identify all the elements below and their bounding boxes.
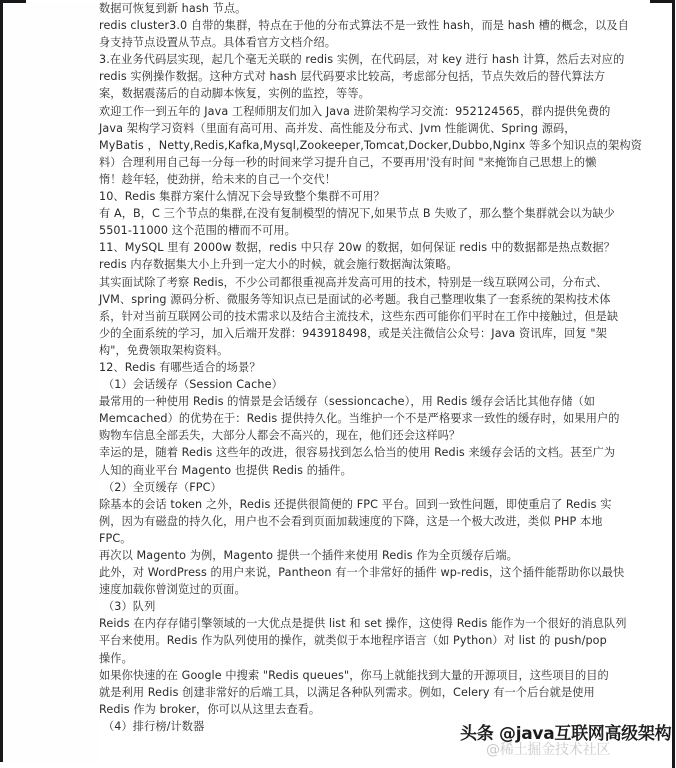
article-line: 操作。: [99, 651, 133, 665]
article-line: Redis 作为 broker，你可以从这里去查看。: [99, 702, 321, 716]
article-line: （2）全页缓存（FPC）: [103, 480, 222, 494]
article-line: 构"，免费领取架构资料。: [99, 343, 229, 357]
watermark-secondary-text: @稀土掘金技术社区: [486, 742, 611, 758]
article-line: 11、MySQL 里有 2000w 数据，redis 中只存 20w 的数据，如何保证 redis 中的数据都是热点数据？: [99, 241, 616, 255]
article-line: 案，数据震荡后的自动脚本恢复，实例的监控，等等。: [99, 87, 370, 101]
article-line: 其实面试除了考察 Redis，不少公司都很重视高并发高可用的技术，特别是一线互联网公司，分布式、: [99, 275, 608, 289]
article-body: [99, 0, 642, 768]
article-line: 人知的商业平台 Magento 也提供 Redis 的插件。: [99, 463, 352, 477]
article-line: 系，针对当前互联网公司的技术需求以及结合主流技术，这些东西可能你们平时在工作中接触过，但是缺: [99, 309, 619, 323]
article-line: 身支持节点设置从节点。具体看官方文档介绍。: [99, 36, 337, 50]
article-line: MyBatis ，Netty,Redis,Kafka,Mysql,Zookeeper,Tomcat,Docker,Dubbo,Nginx 等多个知识点的架构资: [99, 138, 642, 152]
article-line: （4）排行榜/计数器: [103, 719, 205, 733]
watermark-primary-text: 头条 @java互联网高级架构: [460, 724, 672, 744]
article-line: 如果你快速的在 Google 中搜索 "Redis queues"，你马上就能找到大量的开源项目，这些项目的目的: [99, 668, 609, 682]
article-line: 速度加载你曾浏览过的页面。: [99, 583, 246, 597]
article-line: 平台来使用。Redis 作为队列使用的操作，就类似于本地程序语言（如 Python）对 list 的 push/pop: [99, 634, 607, 648]
article-line: 10、Redis 集群方案什么情况下会导致整个集群不可用？: [99, 190, 385, 204]
article-line: 3.在业务代码层实现，起几个毫无关联的 redis 实例，在代码层，对 key 进行 hash 计算，然后去对应的: [99, 53, 625, 67]
article-line: （3）队列: [103, 600, 156, 614]
article-line: 料）合理利用自己每一分每一秒的时间来学习提升自己，不要再用'没有时间 "来掩饰自己思想上的懒: [99, 155, 597, 169]
article-line: 例，因为有磁盘的持久化，用户也不会看到页面加载速度的下降，这是一个极大改进，类似 PHP 本地: [99, 514, 603, 528]
left-gutter: [3, 3, 99, 762]
article-line: 除基本的会话 token 之外，Redis 还提供很简便的 FPC 平台。回到一致性问题，即使重启了 Redis 实: [99, 497, 612, 511]
article-line: JVM、spring 源码分析、微服务等知识点已是面试的必考题。我自己整理收集了一套系统的架构技术体: [99, 292, 611, 306]
article-line: 有 A，B，C 三个节点的集群,在没有复制模型的情况下,如果节点 B 失败了，那么整个集群就会以为缺少: [99, 207, 615, 221]
article-line: Java 架构学习资料（里面有高可用、高并发、高性能及分布式、Jvm 性能调优、Spring 源码，: [99, 121, 576, 135]
article-line: 惰！趁年轻，使劲拼，给未来的自己一个交代！: [99, 172, 337, 186]
article-line: 购物车信息全部丢失，大部分人都会不高兴的，现在，他们还会这样吗？: [99, 429, 461, 443]
article-line: redis 实例操作数据。这种方式对 hash 层代码要求比较高，考虑部分包括，节点失效后的替代算法方: [99, 70, 606, 84]
article-line: 5501-11000 这个范围的槽而不可用。: [99, 224, 296, 238]
article-line: 就是利用 Redis 创建非常好的后端工具，以满足各种队列需求。例如，Celery 有一个后台就是使用: [99, 685, 595, 699]
article-line: Memcached）的优势在于：Redis 提供持久化。当维护一个不是严格要求一致性的缓存时，如果用户的: [99, 412, 620, 426]
article-line: 再次以 Magento 为例，Magento 提供一个插件来使用 Redis 作为全页缓存后端。: [99, 549, 518, 562]
article-line: Reids 在内存存储引擎领域的一大优点是提供 list 和 set 操作，这使得 Redis 能作为一个很好的消息队列: [99, 617, 627, 631]
frame-right-rule: [672, 0, 675, 768]
article-line: FPC。: [99, 531, 132, 545]
article-line: 少的全面系统的学习，加入后端开发群：943918498，或是关注微信公众号：Java 资讯库，回复 "架: [99, 326, 607, 340]
article-line: 最常用的一种使用 Redis 的情景是会话缓存（sessioncache），用 Redis 缓存会话比其他存储（如: [99, 395, 596, 409]
article-line: 12、Redis 有哪些适合的场景？: [99, 360, 261, 374]
article-line: 此外，对 WordPress 的用户来说，Pantheon 有一个非常好的插件 wp-redis，这个插件能帮助你以最快: [99, 566, 625, 580]
article-line: （1）会话缓存（Session Cache）: [103, 378, 283, 392]
article-line: 欢迎工作一到五年的 Java 工程师朋友们加入 Java 进阶架构学习交流：952124565，群内提供免费的: [99, 104, 611, 118]
article-line: 数据可恢复到新 hash 节点。: [99, 2, 247, 15]
article-line: 幸运的是，随着 Redis 这些年的改进，很容易找到怎么恰当的使用 Redis 来缓存会话的文档。甚至广为: [99, 446, 616, 460]
article-line: redis cluster3.0 自带的集群，特点在于他的分布式算法不是一致性 hash，而是 hash 槽的概念，以及自: [99, 19, 629, 33]
article-line: redis 内存数据集大小上升到一定大小的时候，就会施行数据淘汰策略。: [99, 258, 458, 272]
